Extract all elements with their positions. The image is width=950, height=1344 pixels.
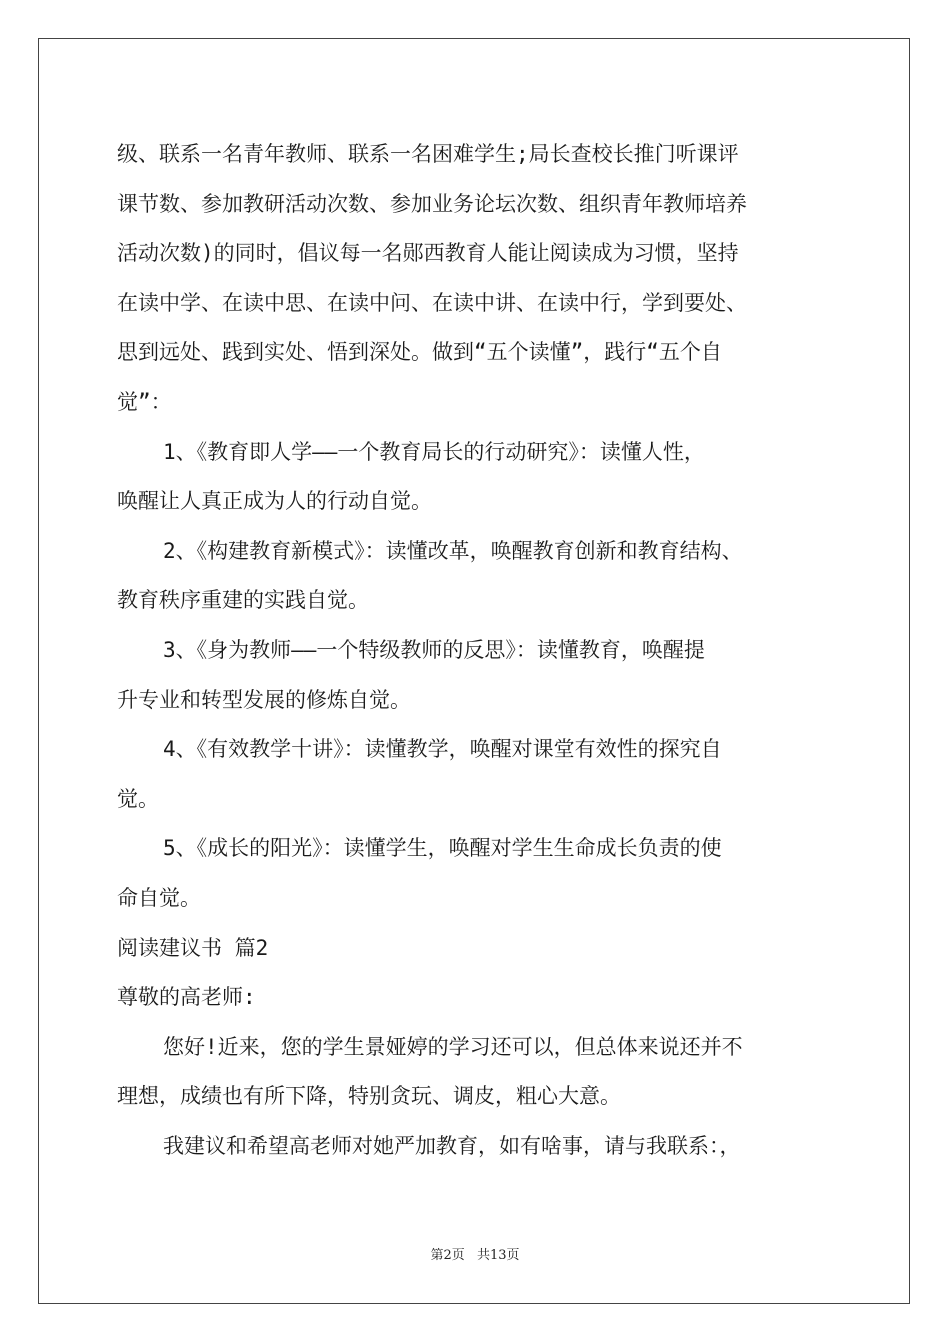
text-line: 唤醒让人真正成为人的行动自觉。 — [117, 489, 432, 514]
text-line: 2、《构建教育新模式》：读懂改革，唤醒教育创新和教育结构、 — [163, 538, 743, 563]
text-line: 级、联系一名青年教师、联系一名困难学生;局长查校长推门听课评 — [117, 142, 739, 166]
text-line: 在读中学、在读中思、在读中问、在读中讲、在读中行，学到要处、 — [117, 290, 747, 315]
page-number: 第2页 — [430, 1248, 465, 1263]
text-line: 尊敬的高老师: — [117, 985, 256, 1010]
text-line: 理想，成绩也有所下降，特别贪玩、调皮，粗心大意。 — [117, 1084, 621, 1109]
text-line: 教育秩序重建的实践自觉。 — [117, 588, 369, 613]
text-line: 阅读建议书 篇2 — [117, 935, 269, 960]
page-total: 共13页 — [476, 1248, 520, 1263]
text-line: 课节数、参加教研活动次数、参加业务论坛次数、组织青年教师培养 — [117, 191, 747, 216]
page-footer — [0, 1244, 950, 1263]
text-line: 升专业和转型发展的修炼自觉。 — [117, 687, 411, 712]
text-line: 5、《成长的阳光》：读懂学生，唤醒对学生生命成长负责的使 — [163, 836, 722, 861]
text-line: 3、《身为教师——一个特级教师的反思》：读懂教育，唤醒提 — [163, 637, 705, 662]
text-line: 我建议和希望高老师对她严加教育，如有啥事，请与我联系：， — [163, 1133, 741, 1158]
text-line: 活动次数)的同时，倡议每一名郧西教育人能让阅读成为习惯，坚持 — [117, 241, 739, 266]
text-line: 1、《教育即人学——一个教育局长的行动研究》：读懂人性， — [163, 439, 705, 464]
text-line: 4、《有效教学十讲》：读懂教学，唤醒对课堂有效性的探究自 — [163, 737, 722, 762]
text-line: 觉”： — [117, 389, 172, 414]
document-body — [117, 130, 842, 1171]
text-line: 您好!近来，您的学生景娅婷的学习还可以，但总体来说还并不 — [163, 1034, 743, 1059]
text-line: 思到远处、践到实处、悟到深处。做到“五个读懂”，践行“五个自 — [117, 340, 722, 365]
text-line: 命自觉。 — [117, 885, 201, 910]
text-line: 觉。 — [117, 786, 159, 811]
